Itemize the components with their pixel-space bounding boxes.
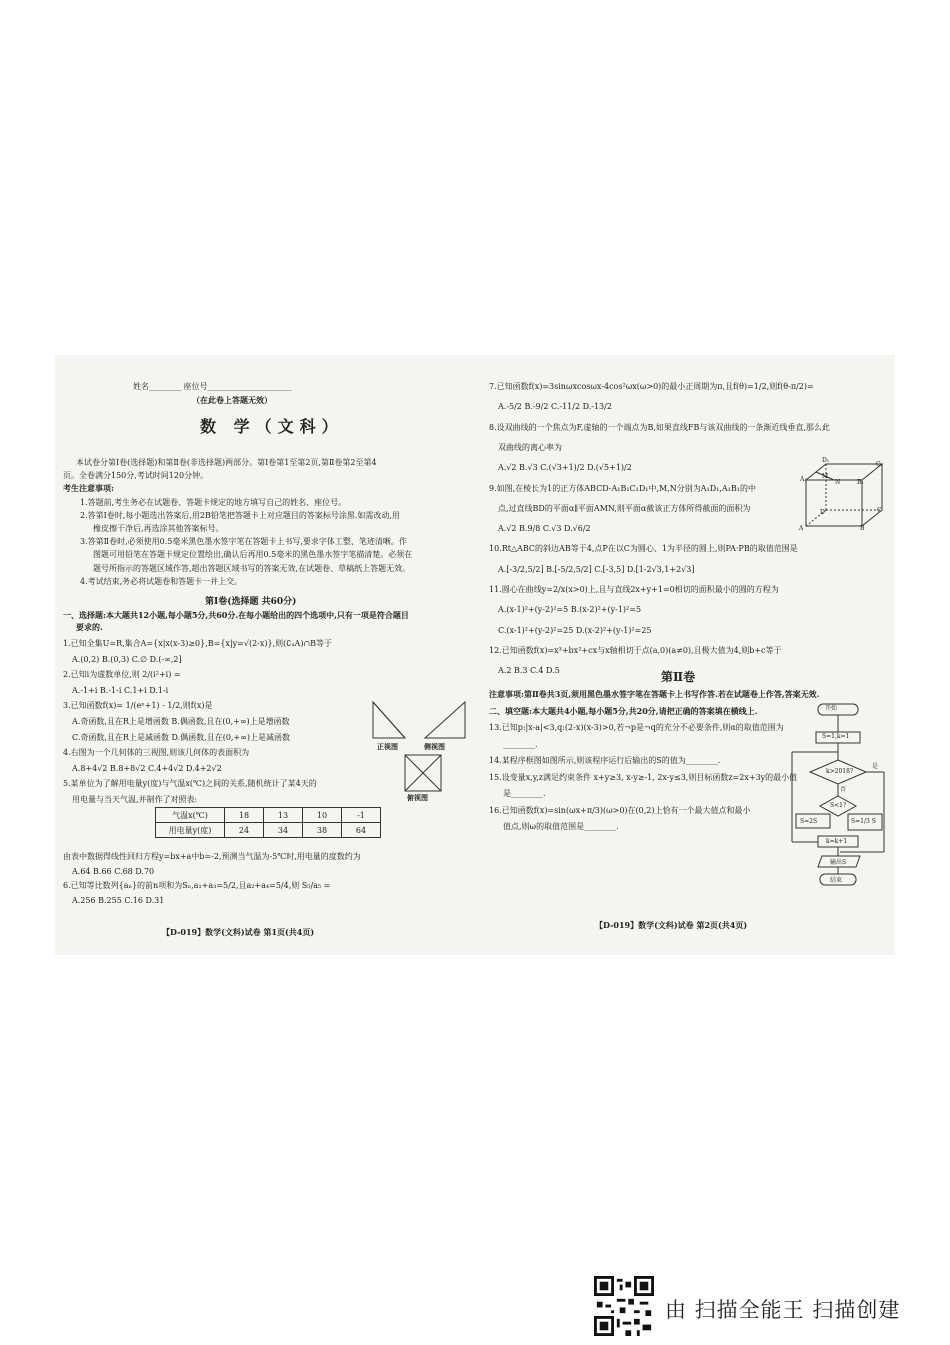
- p1instr-line: 要求的.: [76, 622, 103, 632]
- front-view-label: 正视图: [377, 742, 398, 751]
- right2-line: 是________.: [503, 789, 546, 798]
- fc-yes: 是: [872, 763, 879, 770]
- right1-line: A.√2 B.9/8 C.√3 D.√6/2: [498, 524, 591, 534]
- right1-line: A.[-3/2,5/2] B.[-5/2,5/2] C.[-3,5] D.[1-2√3,1+2√3]: [498, 564, 695, 574]
- cube-vertex-label: A₁: [800, 476, 807, 483]
- cube-vertex-label: M: [822, 473, 829, 480]
- left1-line: 2.已知i为虚数单位,则 2/(i²+i) =: [63, 670, 181, 680]
- intro-line: 考生注意事项:: [63, 483, 114, 494]
- fc-no: 否: [840, 786, 847, 793]
- left1-line: 4.右图为一个几何体的三视图,则该几何体的表面积为: [63, 748, 250, 758]
- right2-line: 15.设变量x,y,z满足约束条件 x+y≥3, x-y≥-1, 2x-y≤3,则目标函数z=2x+3y的最小值: [489, 772, 798, 782]
- intro-line: 2.答第Ⅰ卷时,每小题选出答案后,用2B铅笔把答题卡上对应题目的答案标号涂黑.如需改动,用: [80, 510, 400, 520]
- intro-line: 本试卷分第Ⅰ卷(选择题)和第Ⅱ卷(非选择题)两部分。第Ⅰ卷第1至第2页,第Ⅱ卷第2至第4: [76, 458, 377, 467]
- cube-vertex-label: D₁: [822, 457, 830, 464]
- fc-start-shape: [818, 704, 858, 715]
- page-title: 数 学（文科）: [200, 417, 344, 436]
- scanner-watermark: 由 扫描全能王 扫描创建: [665, 1298, 901, 1322]
- table-row: [156, 808, 381, 823]
- cube-vertex-label: C₁: [876, 461, 883, 468]
- table-cell: 10: [303, 808, 342, 823]
- table-row: [156, 823, 381, 838]
- cube-top-edges: [806, 464, 882, 480]
- right2-line: 值点,则ω的取值范围是________.: [503, 822, 619, 831]
- table-cell: 24: [225, 823, 264, 838]
- right1-line: A.2 B.3 C.4 D.5: [498, 666, 560, 676]
- data-table-q5: [155, 807, 381, 838]
- right1-line: A.-5/2 B.-9/2 C.-11/2 D.-13/2: [498, 402, 612, 412]
- right1-line: 10.Rt△ABC的斜边AB等于4,点P在以C为圆心、1为半径的圆上,则PA·PB的取值范围是: [489, 544, 798, 554]
- left1-line: A.-1+i B.-1-i C.1+i D.1-i: [72, 685, 169, 695]
- right2-line: ________.: [503, 739, 538, 749]
- intro-line: 图题可用铅笔在答题卡规定位置绘出,确认后再用0.5毫米的黑色墨水签字笔描清楚。必须在: [93, 550, 413, 560]
- left1-line: C.奇函数,且在R上是减函数 D.偶函数,且在(0,+∞)上是减函数: [72, 732, 290, 742]
- right2-line: 二、填空题:本大题共4小题,每小题5分,共20分,请把正确的答案填在横线上.: [489, 705, 758, 716]
- left1-line: 1.已知全集U=R,集合A={x|x(x-3)≥0},B={x|y=√(2-x)},则(∁ᵤA)∩B等于: [63, 639, 333, 648]
- fc-right-box: S=1/3 S: [851, 818, 876, 825]
- part1-title: 第Ⅰ卷(选择题 共60分): [205, 597, 297, 607]
- qr-code-icon: [594, 1276, 654, 1336]
- right1-line: 7.已知函数f(x)=3sinωxcosωx-4cos²ωx(ω>0)的最小正周期为π,且f(θ)=1/2,则f(θ-π/2)=: [489, 382, 814, 391]
- left2-line: 6.已知等比数列{aₙ}的前n项和为Sₙ,a₁+a₃=5/2,且a₂+a₄=5/4,则 S₅/a₅ =: [63, 881, 331, 890]
- table-cell: 用电量y(度): [156, 823, 225, 838]
- side-view-label: 侧视图: [424, 742, 445, 751]
- right1-line: 双曲线的离心率为: [498, 442, 562, 452]
- fc-cond2: S<1?: [830, 802, 847, 809]
- top-view-label: 俯视图: [407, 793, 428, 802]
- intro-line: 页。全卷满分150分,考试时间120分钟。: [63, 471, 209, 481]
- intro-line: 1.答题前,考生务必在试题卷、答题卡规定的地方填写自己的姓名、座位号。: [80, 497, 347, 507]
- table-cell: 38: [303, 823, 342, 838]
- cube-vertex-label: B: [860, 525, 865, 532]
- left2-line: 由表中数据得线性回归方程y=bx+a中b=-2,预测当气温为-5℃时,用电量的度数约为: [63, 852, 361, 861]
- left1-line: 5.某单位为了解用电量y(度)与气温x(℃)之间的关系,随机统计了某4天的: [63, 779, 317, 789]
- left1-line: 用电量与当天气温,并制作了对照表:: [72, 795, 198, 804]
- cube-right-edges: [862, 464, 882, 526]
- front-view-line: [373, 702, 405, 738]
- part2-title: 第Ⅱ卷: [661, 670, 696, 684]
- right1-line: A.√2 B.√3 C.(√3+1)/2 D.(√5+1)/2: [498, 463, 632, 473]
- cube-vertex-label: D: [820, 509, 825, 516]
- cube-vertex-label: N: [835, 479, 841, 486]
- table-cell: 18: [225, 808, 264, 823]
- name-seat-line: 姓名________ 座位号_____________________: [133, 382, 292, 391]
- right2-line: 13.已知p:|x-a|<3,q:(2-x)(x-3)>0,若¬p是¬q的充分不必要条件,则α的取值范围为: [489, 723, 784, 732]
- right1-line: 9.如图,在棱长为1的正方体ABCD-A₁B₁C₁D₁中,M,N分别为A₁D₁,A₁B₁的中: [489, 483, 756, 493]
- left2-line: A.64 B.66 C.68 D.70: [72, 866, 155, 876]
- right1-line: 12.已知函数f(x)=x³+bx²+cx与x轴相切于点(a,0)(a≠0),且极大值为4,则b+c等于: [489, 645, 782, 655]
- left1-line: A.(0,2) B.(0,3) C.∅ D.(-∞,2]: [72, 654, 182, 664]
- fc-end: 结束: [830, 877, 843, 884]
- intro-line: 题号所指示的答题区域作答,超出答题区域书写的答案无效,在试题卷、草稿纸上答题无效。: [93, 563, 411, 573]
- intro-line: 3.答第Ⅱ卷时,必须使用0.5毫米黑色墨水签字笔在答题卡上书写,要求字体工整、笔迹清晰。作: [80, 537, 407, 547]
- fc-start: 开始: [825, 705, 838, 712]
- table-cell: -1: [342, 808, 381, 823]
- right2-line: 16.已知函数f(x)=sin(ωx+π/3)(ω>0)在(0,2)上恰有一个最大值点和最小: [489, 805, 751, 815]
- fc-cond1: k>2018?: [826, 768, 854, 775]
- fc-output: 输出S: [830, 859, 847, 866]
- p1instr-line: 一、选择题:本大题共12小题,每小题5分,共60分.在每小题给出的四个选项中,只有一项是符合题目: [63, 610, 409, 620]
- cube-front-face: [806, 480, 862, 526]
- side-view-shape: [425, 702, 465, 738]
- right2-line: 14.某程序框图如图所示,则该程序运行后输出的S的值为________.: [489, 756, 721, 765]
- intro-line: 4.考试结束,务必将试题卷和答题卡一并上交。: [80, 576, 243, 586]
- table-cell: 34: [264, 823, 303, 838]
- footer-left: 【D-019】数学(文科)试卷 第1页(共4页): [162, 927, 315, 937]
- right1-line: 11.圆心在曲线y=2/x(x>0)上,且与直线2x+y+1=0相切的面积最小的圆的方程为: [489, 585, 779, 594]
- left2-line: A.256 B.255 C.16 D.31: [72, 895, 165, 905]
- right2-line: 注意事项:第Ⅱ卷共3页,须用黑色墨水签字笔在答题卡上书写作答.若在试题卷上作答,答案无效.: [489, 689, 820, 699]
- left1-line: A.8+4√2 B.8+8√2 C.4+4√2 D.4+2√2: [72, 763, 222, 773]
- fc-inc: k=k+1: [826, 838, 848, 845]
- right1-line: 8.设双曲线的一个焦点为F,虚轴的一个端点为B,如果直线FB与该双曲线的一条渐近线垂直,那么此: [489, 422, 830, 432]
- table-cell: 气温x(℃): [156, 808, 225, 823]
- fc-init: S=1,k=1: [822, 733, 850, 740]
- table-cell: 13: [264, 808, 303, 823]
- intro-line: 橡皮擦干净后,再选涂其他答案标号。: [93, 524, 224, 533]
- right1-line: A.(x-1)²+(y-2)²=5 B.(x-2)²+(y-1)²=5: [498, 605, 642, 615]
- footer-right: 【D-019】数学(文科)试卷 第2页(共4页): [595, 920, 748, 930]
- fc-left-box: S=2S: [800, 818, 818, 825]
- left1-line: A.奇函数,且在R上是增函数 B.偶函数,且在(0,+∞)上是增函数: [72, 717, 290, 726]
- table-cell: 64: [342, 823, 381, 838]
- answer-notice: （在此卷上答题无效）: [192, 395, 272, 405]
- left1-line: 3.已知函数f(x)= 1/(eˣ+1) - 1/2,则f(x)是: [63, 701, 213, 711]
- cube-vertex-label: A: [799, 525, 804, 532]
- right1-line: 点,过直线BD的平面α∥平面AMN,则平面α截该正方体所得截面的面积为: [498, 503, 751, 513]
- cube-vertex-label: C: [877, 507, 882, 514]
- right1-line: C.(x-1)²+(y-2)²=25 D.(x-2)²+(y-1)²=25: [498, 625, 652, 635]
- cube-vertex-label: B₁: [857, 479, 864, 486]
